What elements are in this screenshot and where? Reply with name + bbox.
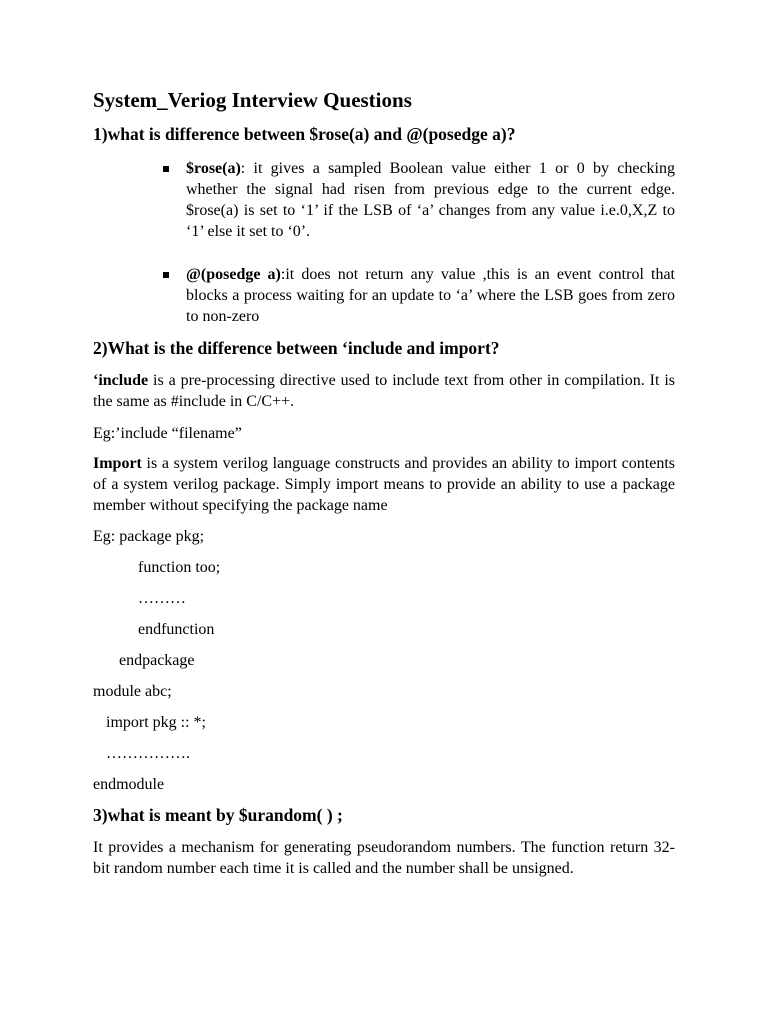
term-include: ‘include: [93, 372, 149, 389]
bullet-icon: [163, 272, 169, 278]
bullet-icon: [163, 166, 169, 172]
code-line: ………: [138, 590, 186, 607]
question-1-heading: 1)what is difference between $rose(a) and @(posedge a)?: [93, 124, 516, 144]
term-import: Import: [93, 455, 142, 472]
include-paragraph: ‘include is a pre-processing directive used to include text from other in compilation. It is the same as #include in C/C++.: [93, 372, 675, 410]
code-line: …………….: [106, 745, 190, 762]
code-line: import pkg :: *;: [106, 714, 206, 731]
code-line: function too;: [138, 559, 221, 576]
code-line: module abc;: [93, 683, 172, 700]
question-3-heading: 3)what is meant by $urandom( ) ;: [93, 805, 343, 825]
term-posedge: @(posedge a): [186, 266, 281, 283]
import-paragraph: Import is a system verilog language constructs and provides an ability to import contents of a system verilog package. Simply import means to provide an ability to use a package member without specifying the package name: [93, 455, 675, 514]
q1-bullet-rose: $rose(a): it gives a sampled Boolean value either 1 or 0 by checking whether the signal had risen from previous edge to the current edge. $rose(a) is set to ‘1’ if the LSB of ‘a’ changes from any value i.e.0,X,Z to ‘1’ else it set to ‘0’.: [186, 160, 675, 240]
code-line: endfunction: [138, 621, 215, 638]
question-2-heading: 2)What is the difference between ‘include and import?: [93, 338, 500, 358]
term-rose: $rose(a): [186, 160, 241, 177]
include-example: Eg:’include “filename”: [93, 425, 242, 442]
urandom-paragraph: It provides a mechanism for generating pseudorandom numbers. The function return 32-bit random number each time it is called and the number shall be unsigned.: [93, 839, 675, 877]
q1-bullet-posedge: @(posedge a):it does not return any value ,this is an event control that blocks a process waiting for an update to ‘a’ where the LSB goes from zero to non-zero: [186, 266, 675, 325]
document-title: System_Veriog Interview Questions: [93, 88, 412, 112]
code-line: endmodule: [93, 776, 165, 793]
code-line: Eg: package pkg;: [93, 528, 205, 545]
code-line: endpackage: [119, 652, 195, 669]
